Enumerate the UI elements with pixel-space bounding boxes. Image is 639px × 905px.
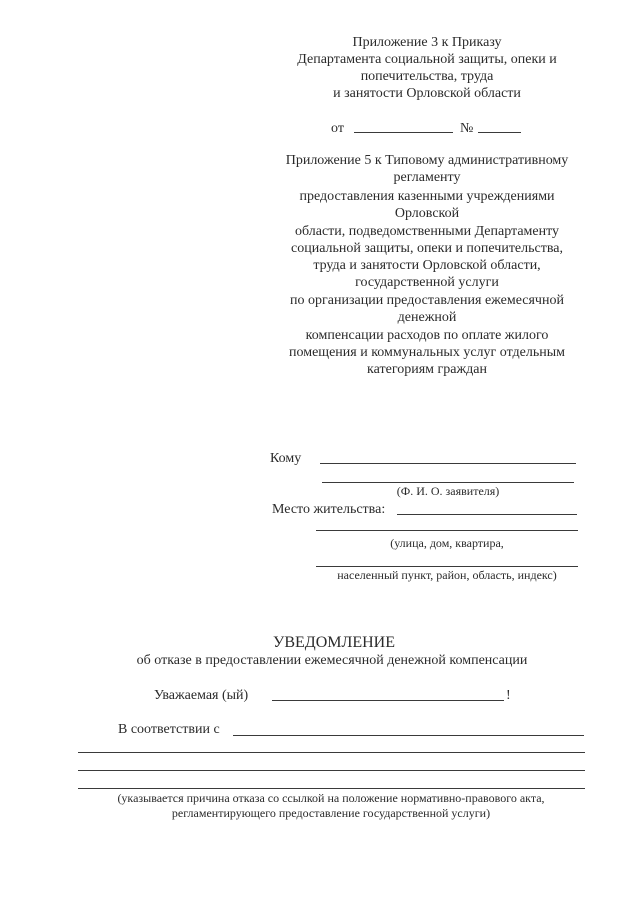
date-label: от: [331, 121, 344, 136]
reason-hint-2: регламентирующего предоставление государственной услуги): [171, 806, 491, 820]
basis-label: В соответствии с: [118, 722, 220, 737]
address-hint: (улица, дом, квартира,: [390, 536, 504, 550]
appendix-5-line-7: труда и занятости Орловской области,: [313, 258, 541, 273]
greeting-end: !: [506, 688, 511, 703]
greeting-line: [272, 700, 504, 701]
residence-line-2: [316, 530, 578, 531]
reason-hint-1: (указывается причина отказа со ссылкой на положение нормативно-правового акта,: [117, 791, 545, 805]
date-blank-line: [354, 132, 453, 133]
residence-line-3: [316, 566, 578, 567]
appendix-5-line-11: компенсации расходов по оплате жилого: [305, 328, 549, 343]
appendix-5-line-10: денежной: [397, 310, 457, 325]
fio-hint: (Ф. И. О. заявителя): [396, 484, 500, 498]
appendix-3-line-4: и занятости Орловской области: [333, 86, 521, 101]
appendix-5-line-1: Приложение 5 к Типовому административному: [285, 153, 569, 168]
appendix-5-line-5: области, подведомственными Департаменту: [294, 224, 560, 239]
appendix-5-line-13: категориям граждан: [367, 362, 487, 377]
number-blank-line: [478, 132, 521, 133]
appendix-5-line-8: государственной услуги: [355, 275, 499, 290]
locality-hint: населенный пункт, район, область, индекс): [337, 568, 557, 582]
notice-title: УВЕДОМЛЕНИЕ: [273, 634, 395, 651]
appendix-3-line-3: попечительства, труда: [360, 69, 494, 84]
basis-line-3: [78, 770, 585, 771]
appendix-5-line-3: предоставления казенными учреждениями: [299, 189, 555, 204]
number-label: №: [460, 121, 474, 136]
appendix-5-line-4: Орловской: [394, 206, 460, 221]
residence-line-1: [397, 514, 577, 515]
notice-subtitle: об отказе в предоставлении ежемесячной денежной компенсации: [136, 653, 528, 668]
greeting-label: Уважаемая (ый): [154, 688, 249, 703]
appendix-5-line-12: помещения и коммунальных услуг отдельным: [288, 345, 566, 360]
residence-label: Место жительства:: [272, 502, 386, 517]
basis-line-4: [78, 788, 585, 789]
basis-line-1: [233, 735, 584, 736]
basis-line-2: [78, 752, 585, 753]
appendix-3-line-1: Приложение 3 к Приказу: [352, 35, 502, 50]
to-line-2: [322, 482, 574, 483]
appendix-3-line-2: Департамента социальной защиты, опеки и: [297, 52, 557, 67]
to-label: Кому: [270, 451, 302, 466]
appendix-5-line-2: регламенту: [393, 170, 461, 185]
appendix-5-line-9: по организации предоставления ежемесячной: [290, 293, 564, 308]
to-line-1: [320, 463, 576, 464]
appendix-5-line-6: социальной защиты, опеки и попечительства,: [291, 241, 563, 256]
